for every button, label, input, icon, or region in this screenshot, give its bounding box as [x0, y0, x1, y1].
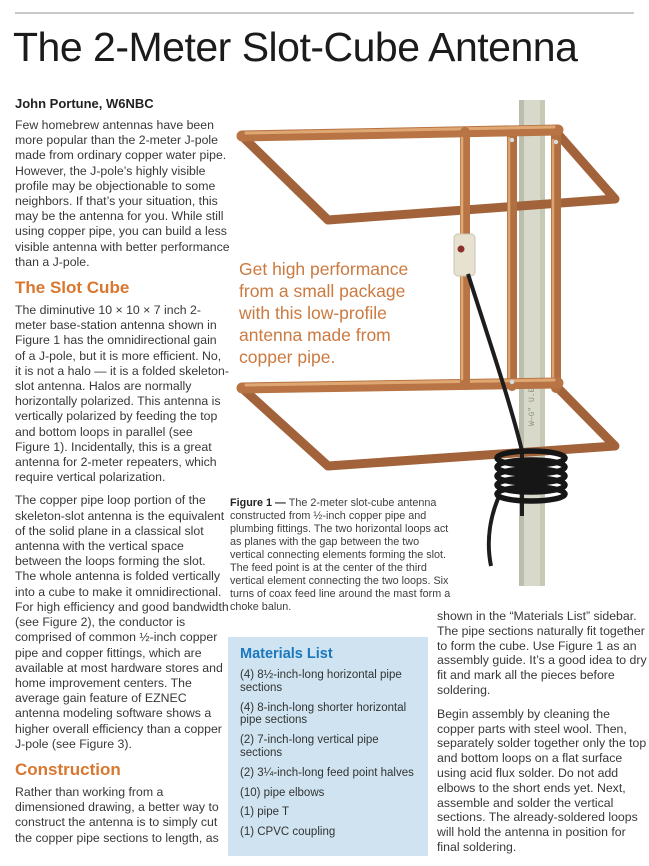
left-column	[15, 96, 230, 854]
figure1-caption-text: The 2-meter slot-cube antenna constructed from ½-inch copper pipe and plumbing fittings. The two horizontal loops act as planes with the gap between the two vertical connecting elements forming the slot. The feed point is at the center of the third vertical element connecting the two loops. Six turns of coax feed line around the mast form a choke balun.	[230, 497, 451, 613]
figure1-caption-label: Figure 1 —	[230, 497, 289, 509]
materials-item: (2) 3¼-inch-long feed point halves	[240, 766, 414, 779]
body-paragraph: Rather than working from a dimensioned drawing, a better way to construct the antenna is to simply cut the copper pipe sections to length, as	[15, 784, 219, 845]
byline: John Portune, W6NBC	[15, 96, 154, 111]
section-heading-construction: Construction	[15, 759, 121, 779]
body-paragraph: shown in the “Materials List” sidebar. The pipe sections naturally fit together to form the cube. Use Figure 1 as an assembly guide. It’s a good idea to dry fit and mark all the pieces before soldering.	[437, 609, 647, 697]
materials-item: (1) pipe T	[240, 806, 290, 819]
top-rule	[15, 12, 634, 14]
body-paragraph: Few homebrew antennas have been more popular than the 2-meter J-pole made from ordinary copper water pipe. However, the J-pole’s highly visible profile may be objectionable to some neighbors. If that’s your situation, this may be the antenna for you. While still using copper pipe, you can build a less visible antenna with better performance than a J-pole.	[15, 118, 230, 269]
materials-list-sidebar	[228, 637, 428, 856]
materials-item: (10) pipe elbows	[240, 786, 325, 799]
figure1-caption	[230, 497, 456, 614]
body-paragraph: Begin assembly by cleaning the copper parts with steel wool. Then, separately solder together only the top and bottom loops on a flat surface using acid flux solder. Do not add elbows to the short ends yet. Next, assemble and solder the vertical sections. The already-soldered loops will hold the antenna in position for final soldering.	[437, 706, 647, 854]
section-heading-slot-cube: The Slot Cube	[15, 278, 130, 298]
materials-item: (2) 7-inch-long vertical pipe sections	[240, 734, 379, 759]
page-title: The 2-Meter Slot-Cube Antenna	[13, 24, 578, 70]
mast-print-text: W—G" U.E	[528, 387, 537, 426]
feed-point-coupling	[454, 234, 475, 276]
materials-item: (1) CPVC coupling	[240, 826, 336, 839]
body-paragraph: The diminutive 10 × 10 × 7 inch 2-meter base-station antenna shown in Figure 1 has the omnidirectional gain of a J-pole, but it is more efficient. No, it is not a halo — it is a folded skeleton-slot antenna. Halos are normally horizontally polarized. This antenna is vertically polarized by feeding the top and bottom loops in parallel (see Figure 1). Incidentally, this is a great antenna for 2-meter repeaters, which require vertical polarization.	[15, 303, 229, 485]
materials-item: (4) 8½-inch-long horizontal pipe sections	[240, 669, 402, 694]
body-paragraph: The copper pipe loop portion of the skeleton-slot antenna is the equivalent of the solid plane in a classical slot antenna with the vertical space between the loops forming the slot. The whole antenna is folded vertically into a cube to make it omnidirectional. For high efficiency and good bandwidth (see Figure 2), the conductor is comprised of common ½-inch copper pipe and copper fittings, which are available at most hardware stores and home improvement centers. The average gain feature of EZNEC antenna modeling software shows a higher overall efficiency than a copper J-pole (see Figure 3).	[15, 493, 229, 751]
right-column	[437, 609, 649, 864]
feed-point-terminal	[458, 246, 465, 253]
materials-item: (4) 8-inch-long shorter horizontal pipe sections	[240, 701, 407, 727]
pull-quote: Get high performance from a small package with this low-profile antenna made from copper pipe.	[239, 259, 409, 367]
choke-balun-coil	[497, 451, 565, 501]
materials-list-title: Materials List	[240, 646, 333, 662]
